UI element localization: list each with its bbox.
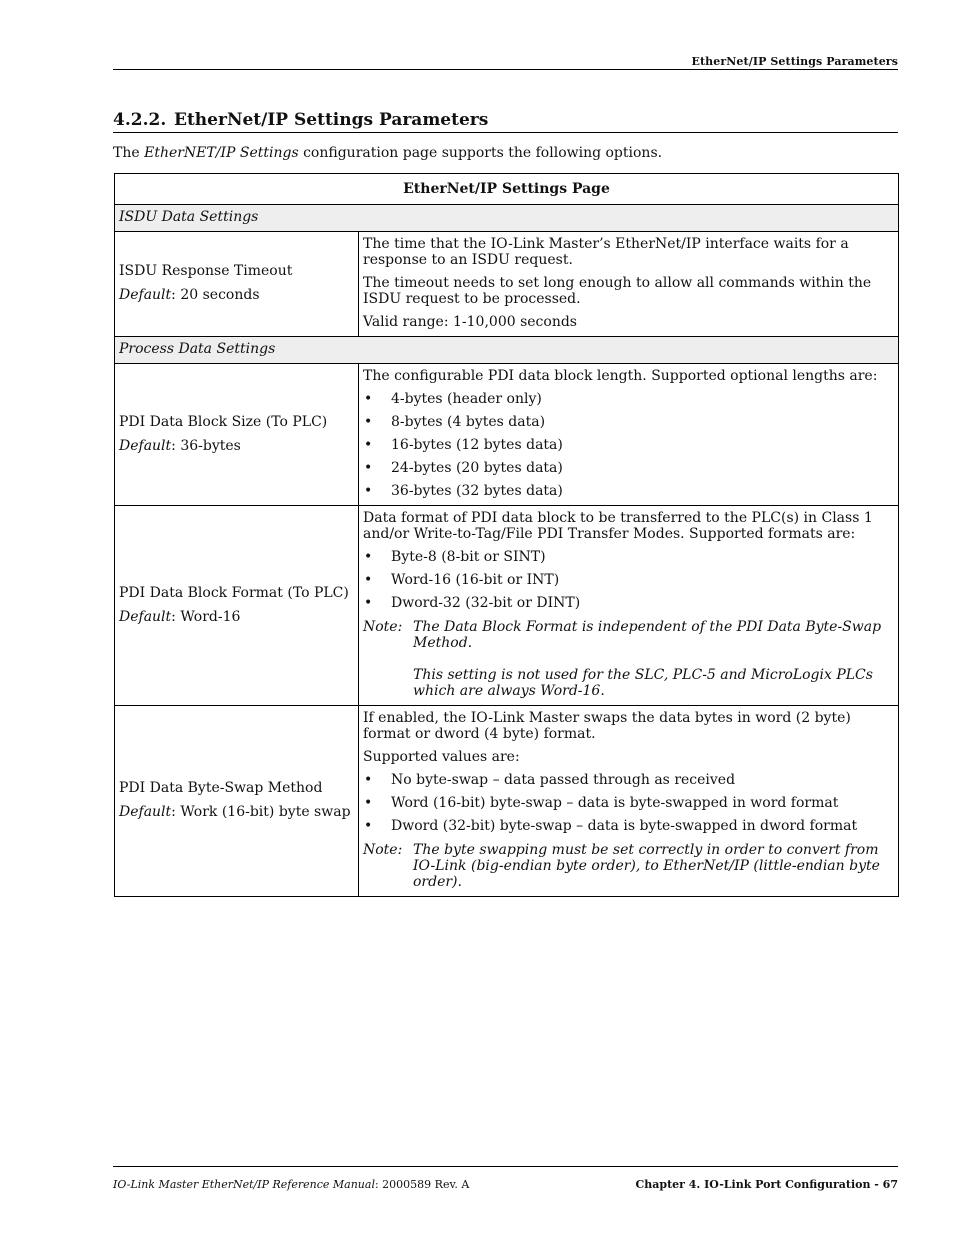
- list-item: • 4-bytes (header only): [363, 391, 894, 407]
- note-paragraph: This setting is not used for the SLC, PLC-5 and MicroLogix PLCs which are always Word-16.: [413, 667, 873, 699]
- table-row: [115, 506, 899, 706]
- section-title: EtherNet/IP Settings Parameters: [174, 110, 489, 130]
- param-cell: [115, 364, 359, 506]
- param-name: PDI Data Byte-Swap Method: [119, 780, 323, 796]
- desc-cell: [359, 706, 899, 897]
- param-default: [119, 438, 354, 454]
- param-name: PDI Data Block Format (To PLC): [119, 584, 349, 601]
- table-row: [115, 706, 899, 897]
- settings-table: [114, 173, 899, 897]
- section-heading: [113, 110, 898, 133]
- default-label: Default: [119, 287, 172, 303]
- default-label: Default: [119, 608, 172, 625]
- desc-text: The configurable PDI data block length. Supported optional lengths are:: [363, 368, 878, 384]
- default-label: Default: [119, 437, 172, 454]
- list-item: • 24-bytes (20 bytes data): [363, 460, 894, 476]
- list-item: • 16-bytes (12 bytes data): [363, 437, 894, 453]
- note-block: [363, 619, 894, 699]
- param-cell: [115, 232, 359, 337]
- param-default: [119, 287, 354, 303]
- desc-text: Supported values are:: [363, 749, 520, 765]
- desc-cell: [359, 506, 899, 706]
- note-paragraph: The Data Block Format is independent of the PDI Data Byte-Swap Method.: [413, 619, 882, 651]
- bullet-list: [363, 549, 894, 611]
- list-item: • 36-bytes (32 bytes data): [363, 483, 894, 499]
- list-item: • Dword (32-bit) byte-swap – data is byte-swapped in dword format: [363, 818, 894, 834]
- list-item: • Word-16 (16-bit or INT): [363, 572, 894, 588]
- note-paragraph: The byte swapping must be set correctly in order to convert from IO-Link (big-endian byte order), to EtherNet/IP (little-endian byte order).: [413, 842, 880, 890]
- desc-text: The timeout needs to set long enough to allow all commands within the ISDU request to be processed.: [363, 275, 872, 307]
- desc-cell: [359, 364, 899, 506]
- desc-cell: [359, 232, 899, 337]
- note-text: [413, 842, 894, 890]
- default-value: : 20 seconds: [171, 287, 260, 303]
- param-name: ISDU Response Timeout: [119, 263, 293, 279]
- default-value: : 36-bytes: [171, 437, 241, 454]
- param-name: PDI Data Block Size (To PLC): [119, 413, 328, 430]
- list-item: • 8-bytes (4 bytes data): [363, 414, 894, 430]
- default-value: : Word-16: [171, 608, 241, 625]
- header-rule: [113, 69, 898, 70]
- bullet-list: [363, 772, 894, 834]
- table-row: [115, 364, 899, 506]
- running-header: EtherNet/IP Settings Parameters: [691, 55, 898, 68]
- list-item: • Byte-8 (8-bit or SINT): [363, 549, 894, 565]
- intro-emphasis: EtherNET/IP Settings: [144, 145, 299, 161]
- list-item: • No byte-swap – data passed through as received: [363, 772, 894, 788]
- desc-text: The time that the IO-Link Master’s EtherNet/IP interface waits for a response to an ISDU request.: [363, 236, 849, 268]
- param-cell: [115, 706, 359, 897]
- note-block: [363, 842, 894, 890]
- param-default: [119, 609, 354, 625]
- footer-rule: [113, 1166, 898, 1167]
- note-label: Note:: [363, 619, 403, 635]
- intro-paragraph: [113, 145, 662, 161]
- default-value: : Work (16-bit) byte swap: [171, 804, 351, 820]
- intro-text: The: [113, 145, 145, 161]
- note-text: [413, 619, 894, 699]
- list-item: • Dword-32 (32-bit or DINT): [363, 595, 894, 611]
- desc-text: Valid range: 1-10,000 seconds: [363, 314, 577, 330]
- footer-manual-rev: : 2000589 Rev. A: [374, 1178, 470, 1191]
- section-number: 4.2.2.: [113, 110, 167, 130]
- table-row: [115, 232, 899, 337]
- intro-text-end: configuration page supports the following options.: [298, 145, 663, 161]
- footer-manual-ref: [113, 1178, 469, 1191]
- list-item: • Word (16-bit) byte-swap – data is byte-swapped in word format: [363, 795, 894, 811]
- param-default: [119, 804, 354, 820]
- note-label: Note:: [363, 842, 403, 858]
- desc-text: Data format of PDI data block to be transferred to the PLC(s) in Class 1 and/or Write-to-Tag/File PDI Transfer Modes. Supported formats are:: [363, 510, 873, 542]
- group-row-process: Process Data Settings: [115, 337, 899, 364]
- default-label: Default: [119, 804, 172, 820]
- footer-chapter-page: Chapter 4. IO-Link Port Configuration - 67: [635, 1178, 898, 1191]
- footer-manual-title: IO-Link Master EtherNet/IP Reference Manual: [113, 1178, 375, 1191]
- table-caption: EtherNet/IP Settings Page: [115, 174, 899, 205]
- param-cell: [115, 506, 359, 706]
- desc-text: If enabled, the IO-Link Master swaps the data bytes in word (2 byte) format or dword (4 byte) format.: [363, 710, 851, 742]
- bullet-list: [363, 391, 894, 499]
- group-row-isdu: ISDU Data Settings: [115, 205, 899, 232]
